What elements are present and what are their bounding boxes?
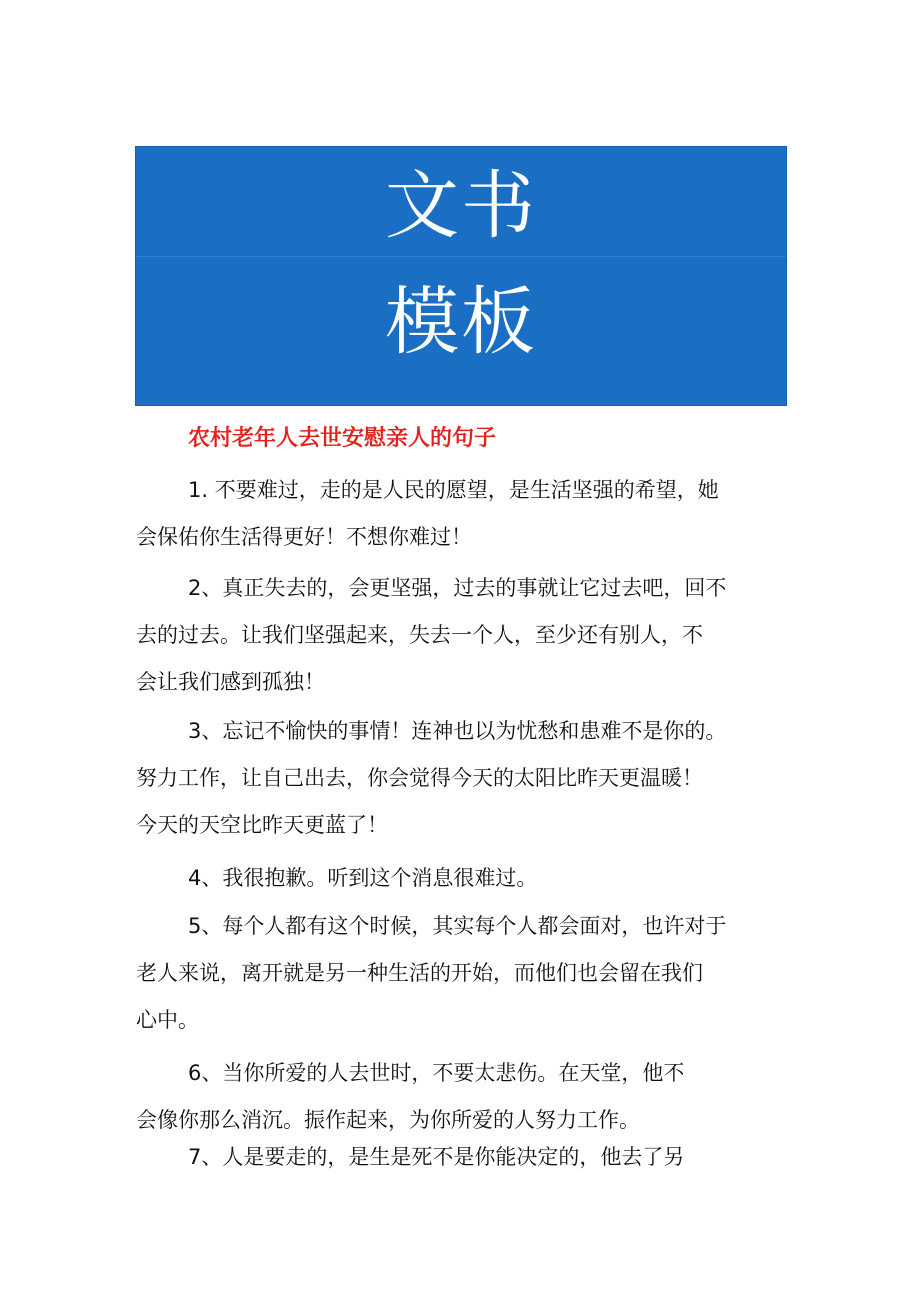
paragraph-3 bbox=[136, 708, 786, 849]
paragraph-line: 会让我们感到孤独！ bbox=[136, 670, 325, 694]
paragraph-line: 4、我很抱歉。听到这个消息很难过。 bbox=[188, 866, 538, 890]
banner-title-line-1: 文书 bbox=[385, 163, 537, 249]
paragraph-line: 6、当你所爱的人去世时，不要太悲伤。在天堂，他不 bbox=[188, 1061, 685, 1085]
paragraph-line: 2、真正失去的，会更坚强，过去的事就让它过去吧，回不 bbox=[188, 576, 727, 600]
banner-title-line-2: 模板 bbox=[385, 279, 537, 365]
paragraph-line: 会像你那么消沉。振作起来，为你所爱的人努力工作。 bbox=[136, 1108, 640, 1132]
paragraph-line: 心中。 bbox=[136, 1008, 199, 1032]
paragraph-line: 今天的天空比昨天更蓝了！ bbox=[136, 813, 388, 837]
paragraph-line: 7、人是要走的，是生是死不是你能决定的，他去了另 bbox=[188, 1145, 685, 1169]
paragraph-line: 1. 不要难过，走的是人民的愿望，是生活坚强的希望，她 bbox=[188, 478, 719, 502]
paragraph-1 bbox=[136, 467, 786, 561]
paragraph-4 bbox=[136, 855, 786, 902]
paragraph-2 bbox=[136, 565, 786, 706]
paragraph-line: 5、每个人都有这个时候，其实每个人都会面对，也许对于 bbox=[188, 914, 727, 938]
paragraph-line: 去的过去。让我们坚强起来，失去一个人，至少还有别人，不 bbox=[136, 623, 703, 647]
paragraph-line: 会保佑你生活得更好！不想你难过！ bbox=[136, 525, 472, 549]
banner-divider bbox=[136, 256, 786, 257]
document-title: 农村老年人去世安慰亲人的句子 bbox=[188, 426, 497, 451]
paragraph-line: 3、忘记不愉快的事情！连神也以为忧愁和患难不是你的。 bbox=[188, 719, 727, 743]
paragraph-5 bbox=[136, 903, 786, 1044]
paragraph-7 bbox=[136, 1134, 786, 1181]
paragraph-line: 老人来说，离开就是另一种生活的开始，而他们也会留在我们 bbox=[136, 961, 703, 985]
paragraph-6 bbox=[136, 1050, 786, 1144]
paragraph-line: 努力工作，让自己出去，你会觉得今天的太阳比昨天更温暖！ bbox=[136, 766, 703, 790]
